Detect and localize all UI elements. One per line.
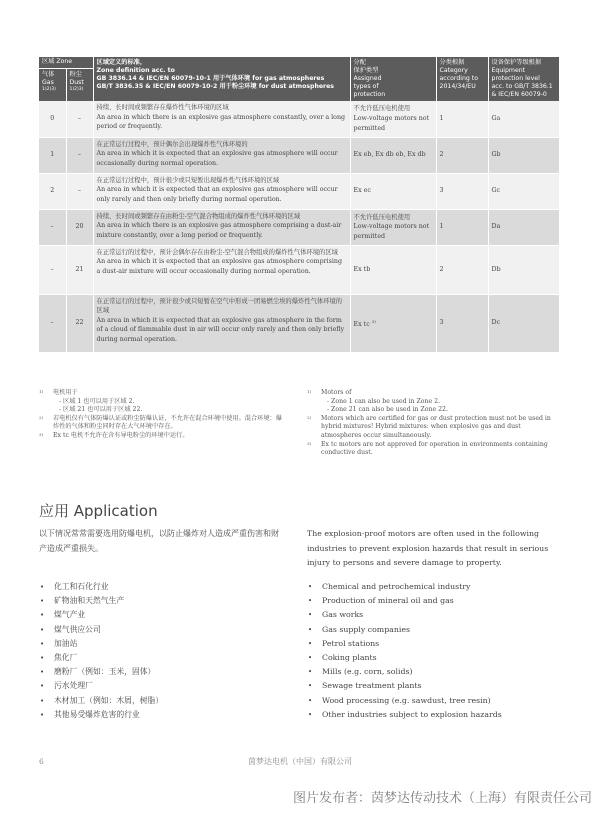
- protection-cell: Ex ec: [350, 173, 436, 209]
- definition-en: An area in which it is expected that an explosive gas atmosphere comprising a dust-air mixture will occur occasionally during normal operation.: [96, 258, 342, 275]
- category-cell: 3: [436, 294, 488, 352]
- footnote-text: Motors which are certified for gas or dust protection must not be used in hybrid mixtures! Hybrid mixtures: when explosive gas and dust atmospheres occur simultaneously.: [321, 414, 551, 439]
- list-item-label: 焦化厂: [54, 652, 78, 662]
- definition-en: An area in which there is an explosive gas atmosphere comprising a dust-air mixture constantly, over a long period or frequently.: [96, 222, 342, 239]
- bullet-icon: •: [40, 653, 45, 662]
- list-item-label: 污水处理厂: [54, 681, 93, 691]
- protection-cell: 不允许低压电机使用 Low-voltage motors not permitted: [350, 101, 436, 137]
- footnotes-zh: [39, 389, 284, 441]
- category-cell: 1: [436, 209, 488, 245]
- footnote-number: 3): [307, 440, 312, 446]
- bullet-icon: •: [308, 639, 313, 648]
- bullet-icon: •: [308, 625, 313, 634]
- list-item-label: 煤气产业: [54, 610, 86, 620]
- protection-cell: 不允许低压电机使用 Low-voltage motors not permitted: [350, 209, 436, 245]
- footnote: [307, 389, 559, 415]
- list-item: [39, 594, 279, 608]
- epl-cell: Db: [488, 245, 559, 294]
- list-item: [307, 694, 562, 708]
- definition-en: An area in which it is expected that an explosive gas atmosphere will occur only rarely and then only briefly during normal operation.: [96, 186, 338, 203]
- footnote-number: 3): [39, 431, 44, 437]
- definition-en: An area in which it is expected that an explosive gas atmosphere will occur occasionally during normal operation.: [96, 150, 338, 167]
- category-cell: 3: [436, 173, 488, 209]
- protection-cell: Ex tc $^{3)}$: [350, 294, 436, 352]
- gas-zone-cell: 0: [39, 101, 66, 137]
- bullet-icon: •: [308, 653, 313, 662]
- list-item-label: Chemical and petrochemical industry: [322, 582, 471, 591]
- page-number: 6: [39, 757, 44, 766]
- list-item: [39, 651, 279, 665]
- zone-definition-table: [39, 57, 559, 353]
- list-item: [39, 623, 279, 637]
- table-row: [39, 294, 559, 352]
- list-item: [307, 594, 562, 608]
- epl-header: 设备保护等级根据 Equipment protection level acc. to GB/T 3836.1 & IEC/EN 60079-0: [488, 57, 559, 101]
- list-item-label: Gas works: [322, 610, 364, 620]
- table-row: [39, 137, 559, 173]
- list-item: [39, 665, 279, 679]
- list-item: [39, 580, 279, 594]
- bullet-icon: •: [308, 668, 313, 677]
- epl-cell: Gb: [488, 137, 559, 173]
- definition-zh: 在正常运行过程中，预计偶尔会出现爆炸性气体环境的: [96, 140, 248, 148]
- bullet-icon: •: [40, 611, 45, 620]
- bullet-icon: •: [308, 583, 313, 591]
- bullet-icon: •: [308, 710, 313, 719]
- gas-zone-cell: –: [39, 209, 66, 245]
- definition-cell: [93, 137, 350, 173]
- industry-list-en: [307, 580, 562, 722]
- protection-cell: Ex tb: [350, 245, 436, 294]
- list-item-label: Coking plants: [322, 652, 377, 662]
- footnote-subitem: - Zone 1 can also be used in Zone 2.: [327, 397, 441, 405]
- footnote-subitem: - 区域 1 也可以用于区域 2.: [59, 397, 135, 405]
- gas-zone-cell: –: [39, 294, 66, 352]
- gas-zone-cell: 1: [39, 137, 66, 173]
- definition-en: An area in which it is expected that an explosive gas atmosphere in the form of a cloud of flammable dust in air will occur only rarely and then only briefly during normal operation.: [96, 316, 345, 343]
- dust-zone-cell: 21: [66, 245, 93, 294]
- table-row: [39, 245, 559, 294]
- bullet-icon: •: [40, 639, 45, 648]
- footnote-text: 若电机仅有气体防爆认证或粉尘防爆认证，不允许在混合环境中使用。混合环境：爆炸性的气体和粉尘同时存在大气环境中存在。: [53, 414, 282, 431]
- dust-zone-cell: 20: [66, 209, 93, 245]
- category-cell: 2: [436, 245, 488, 294]
- definition-header: 区域定义的标准， Zone definition acc. to GB 3836.14 & IEC/EN 60079-10-1 用于气体环境 for gas atmospheres GB/T 3836.35 & IEC/EN 60079-10-2 用于粉尘环境 for dust atmospheres: [93, 57, 350, 101]
- definition-zh: 在正常运行过程中，预计很少或只短暂出现爆炸性气体环境的区域: [96, 176, 280, 184]
- footnote-number: 1): [307, 389, 312, 394]
- footnote-text: Ex tc 电机不允许在含有导电粉尘的环境中运行。: [53, 431, 189, 439]
- dust-zone-cell: –: [66, 173, 93, 209]
- protection-header: 分配 保护类型 Assigned types of protection: [350, 57, 436, 101]
- bullet-icon: •: [308, 597, 313, 606]
- bullet-icon: •: [40, 682, 45, 691]
- footnote-number: 1): [39, 389, 44, 394]
- footnote-text: Ex tc motors are not approved for operation in environments containing conductive dust.: [321, 440, 548, 457]
- list-item-label: 其他易受爆炸危害的行业: [54, 709, 140, 719]
- epl-cell: Ga: [488, 101, 559, 137]
- footnote: [39, 432, 284, 441]
- list-item-label: Wood processing (e.g. sawdust, tree resin): [322, 695, 491, 705]
- list-item: [307, 679, 562, 693]
- gas-zone-cell: 2: [39, 173, 66, 209]
- bullet-icon: •: [40, 583, 45, 591]
- bullet-icon: •: [40, 710, 45, 719]
- list-item-label: 加油站: [54, 638, 78, 648]
- gas-header: 气体 Gas 1)2)3): [39, 69, 66, 102]
- list-item-label: Other industries subject to explosion hazards: [322, 709, 502, 719]
- application-title: 应用 Application: [39, 502, 158, 520]
- definition-zh: 在正常运行的过程中，预计很少或只短暂在空气中形成一团易燃尘埃的爆炸性气体环境的区域: [96, 297, 343, 315]
- footnote-text: 电机用于: [53, 389, 78, 396]
- footnote: [39, 415, 284, 432]
- definition-en: An area in which there is an explosive gas atmosphere constantly, over a long period or frequently.: [96, 113, 346, 131]
- definition-zh: 持续、长时间或频繁存在由粉尘-空气混合物组成的爆炸性气体环境的区域: [96, 212, 301, 220]
- list-item: [307, 580, 562, 594]
- category-header: 分类根据 Category according to 2014/34/EU: [436, 57, 488, 101]
- definition-zh: 持续、长时间或频繁存在爆炸性气体环境的区域: [96, 104, 229, 111]
- footnotes-en: [307, 389, 559, 458]
- bullet-icon: •: [308, 611, 313, 620]
- list-item-label: Mills (e.g. corn, solids): [322, 667, 413, 677]
- dust-zone-cell: –: [66, 137, 93, 173]
- protection-note: 3): [371, 318, 376, 324]
- list-item-label: 化工和石化行业: [54, 582, 109, 591]
- application-intro-en: The explosion-proof motors are often used in the following industries to prevent explosion hazards that result in serious injury to persons and severe damage to property.: [307, 529, 549, 567]
- application-intro-zh: 以下情况常常需要选用防爆电机，以防止爆炸对人造成严重伤害和财产造成严重损失。: [39, 529, 279, 553]
- list-item: [307, 623, 562, 637]
- table-row: [39, 101, 559, 137]
- publisher-watermark: 图片发布者：茵梦达传动技术（上海）有限责任公司: [292, 791, 592, 806]
- epl-cell: Dc: [488, 294, 559, 352]
- list-item-label: Gas supply companies: [322, 624, 410, 634]
- definition-cell: [93, 245, 350, 294]
- bullet-icon: •: [40, 597, 45, 606]
- definition-cell: [93, 173, 350, 209]
- list-item: [307, 665, 562, 679]
- list-item: [39, 708, 279, 722]
- dust-header: 粉尘 Dust 1)2)3): [66, 69, 93, 102]
- list-item: [39, 679, 279, 693]
- epl-cell: Da: [488, 209, 559, 245]
- list-item-label: 木材加工（例如：木屑，树脂）: [54, 695, 164, 705]
- industry-list-zh: [39, 580, 279, 722]
- protection-cell: Ex eb, Ex db eb, Ex db: [350, 137, 436, 173]
- footnote: [39, 389, 284, 415]
- epl-cell: Gc: [488, 173, 559, 209]
- list-item: [39, 608, 279, 622]
- list-item: [307, 708, 562, 722]
- list-item: [307, 637, 562, 651]
- category-cell: 2: [436, 137, 488, 173]
- footnote-number: 2): [39, 414, 44, 420]
- footnote-subitem: - 区域 21 也可以用于区域 22.: [59, 406, 143, 414]
- list-item-label: Production of mineral oil and gas: [322, 596, 454, 606]
- definition-cell: [93, 294, 350, 352]
- gas-zone-cell: –: [39, 245, 66, 294]
- definition-zh: 在正常运行的过程中，预计会偶尔存在由粉尘-空气混合物组成的爆炸性气体环境的区域: [96, 248, 338, 256]
- category-cell: 1: [436, 101, 488, 137]
- list-item: [307, 608, 562, 622]
- list-item: [39, 694, 279, 708]
- table-row: [39, 209, 559, 245]
- list-item-label: Sewage treatment plants: [322, 681, 422, 691]
- table-row: [39, 173, 559, 209]
- footnote: [307, 415, 559, 441]
- bullet-icon: •: [308, 696, 313, 705]
- bullet-icon: •: [40, 696, 45, 705]
- footnote: [307, 441, 559, 458]
- zone-header: 区域 Zone: [39, 57, 93, 69]
- list-item-label: 矿物油和天然气生产: [54, 596, 125, 606]
- list-item-label: 磨粉厂（例如：玉米，固体）: [54, 667, 156, 677]
- dust-zone-cell: –: [66, 101, 93, 137]
- company-name: 茵梦达电机（中国）有限公司: [248, 757, 352, 766]
- list-item-label: 煤气供应公司: [54, 624, 101, 634]
- footnote-subitem: - Zone 21 can also be used in Zone 22.: [327, 406, 448, 414]
- list-item: [307, 651, 562, 665]
- footnote-number: 2): [307, 414, 312, 420]
- list-item-label: Petrol stations: [322, 638, 380, 648]
- list-item: [39, 637, 279, 651]
- bullet-icon: •: [40, 625, 45, 634]
- bullet-icon: •: [40, 668, 45, 677]
- dust-zone-cell: 22: [66, 294, 93, 352]
- footnote-text: Motors of: [321, 389, 352, 396]
- definition-cell: [93, 209, 350, 245]
- bullet-icon: •: [308, 682, 313, 691]
- definition-cell: [93, 101, 350, 137]
